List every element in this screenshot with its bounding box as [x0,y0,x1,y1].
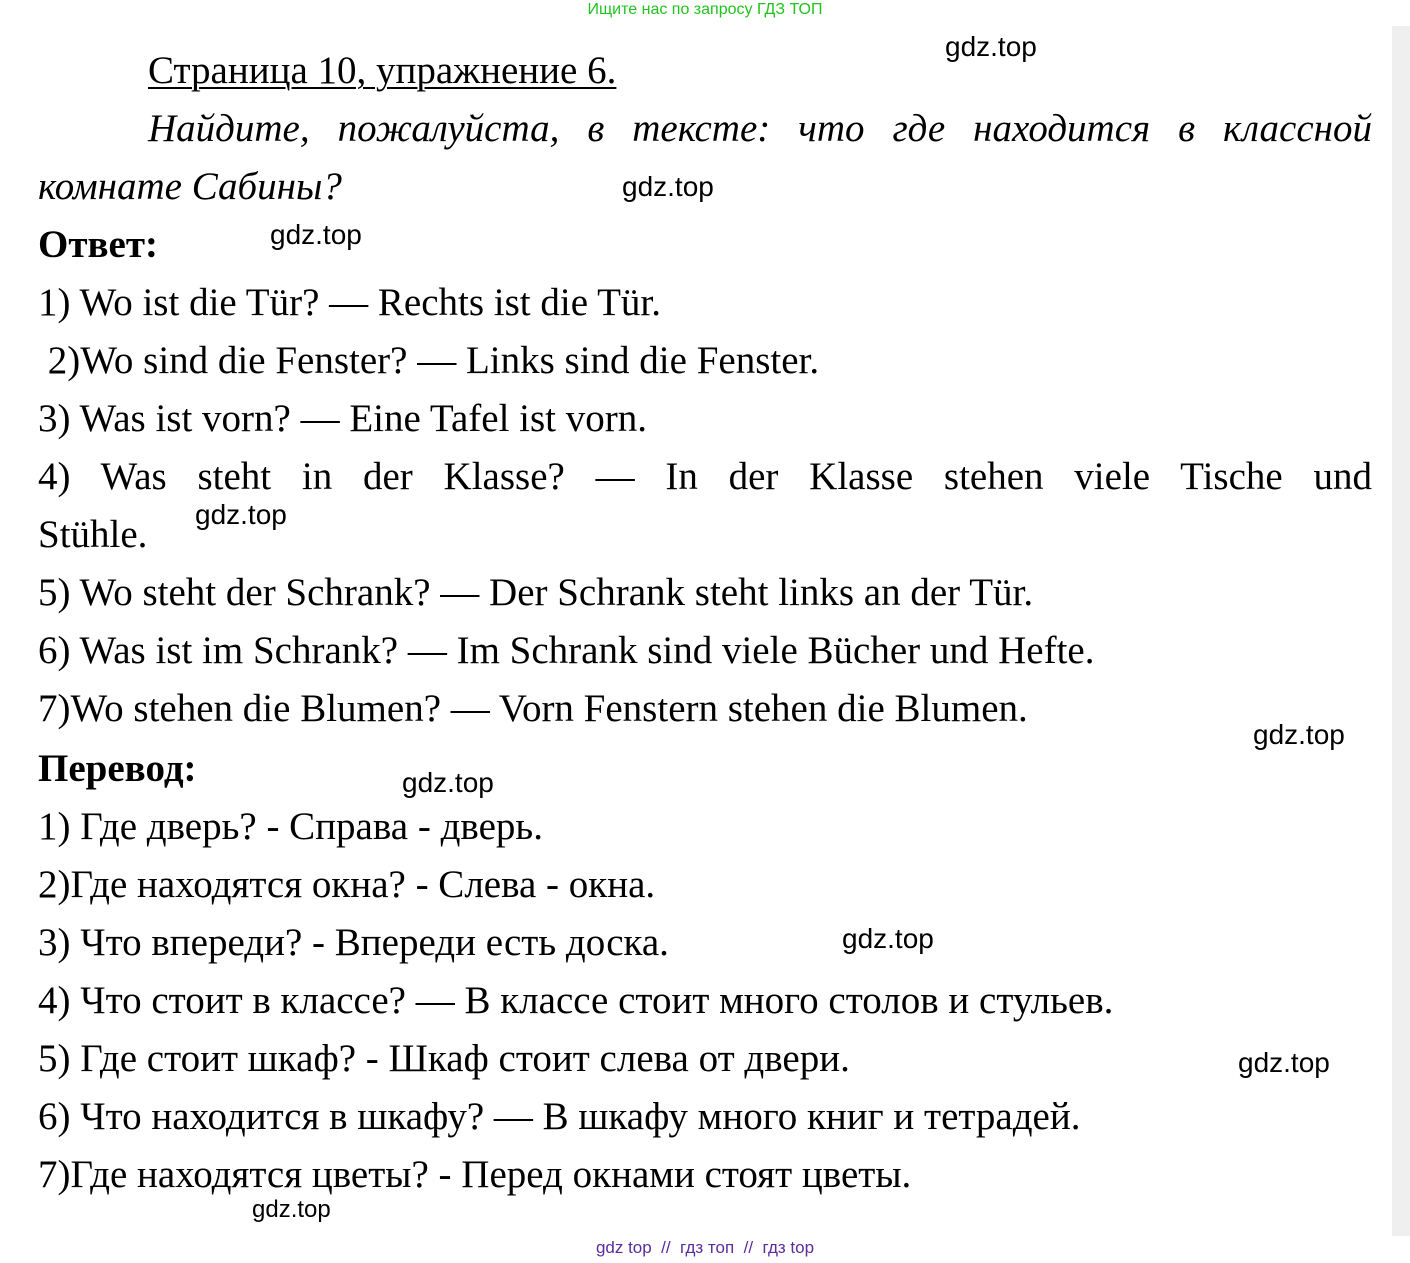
watermark: gdz.top [622,171,714,202]
scrollbar[interactable] [1392,26,1410,1236]
translation-item-3: 3) Что впереди? - Впереди есть доска. [38,921,669,964]
answer-item-5: 5) Wo steht der Schrank? — Der Schrank steht links an der Tür. [38,571,1034,614]
answer-item-1: 1) Wo ist die Tür? — Rechts ist die Tür. [38,281,661,324]
watermark: gdz.top [1238,1047,1330,1078]
footer-links[interactable]: gdz top // гдз топ // гдз top [595,1238,815,1257]
watermark: gdz.top [270,219,362,250]
task-line-1: Найдите, пожалуйста, в тексте: что где находится в классной [148,107,1372,150]
watermark: gdz.top [842,923,934,954]
watermark: gdz.top [945,31,1037,62]
translation-item-2: 2)Где находятся окна? - Слева - окна. [38,863,656,906]
answer-item-2: 2)Wo sind die Fenster? — Links sind die Fenster. [38,339,820,382]
translation-item-1: 1) Где дверь? - Справа - дверь. [38,805,543,848]
translation-item-4: 4) Что стоит в классе? — В классе стоит много столов и стульев. [38,979,1114,1022]
answer-item-3: 3) Was ist vorn? — Eine Tafel ist vorn. [38,397,647,440]
translation-item-5: 5) Где стоит шкаф? - Шкаф стоит слева от двери. [38,1037,850,1080]
answer-heading: Ответ: [38,223,159,266]
watermark: gdz.top [252,1196,331,1223]
watermark: gdz.top [402,767,494,798]
answer-item-4: 4) Was steht in der Klasse? — In der Klasse stehen viele Tische und [38,455,1372,498]
translation-item-6: 6) Что находится в шкафу? — В шкафу много книг и тетрадей. [38,1095,1081,1138]
answer-item-6: 6) Was ist im Schrank? — Im Schrank sind viele Bücher und Hefte. [38,629,1095,672]
translation-item-7: 7)Где находятся цветы? - Перед окнами стоят цветы. [38,1153,912,1196]
page-title: Страница 10, упражнение 6. [148,49,617,92]
top-banner: Ищите нас по запросу ГДЗ ТОП [587,1,823,18]
answer-item-4-continued: Stühle. [38,513,148,556]
translation-heading: Перевод: [38,747,197,790]
task-line-2: комнате Сабины? [38,165,342,208]
watermark: gdz.top [1253,719,1345,750]
answer-item-7: 7)Wo stehen die Blumen? — Vorn Fenstern stehen die Blumen. [38,687,1028,730]
watermark: gdz.top [195,499,287,530]
